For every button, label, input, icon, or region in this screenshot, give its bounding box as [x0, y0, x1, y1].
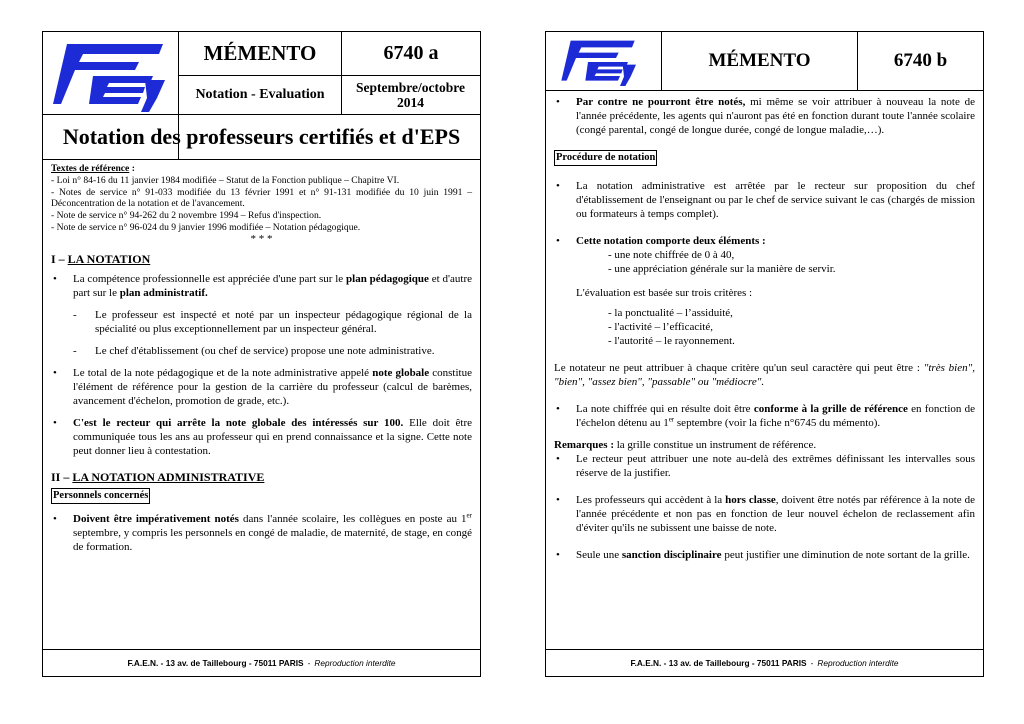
memento-label: MÉMENTO	[203, 41, 317, 65]
footer-notice: Reproduction interdite	[314, 658, 396, 668]
reference-item: - Loi n° 84-16 du 11 janvier 1984 modifiée – Statut de la Fonction publique – Chapitre VI.	[51, 174, 400, 186]
paragraph-notateur: Le notateur ne peut attribuer à chaque critère qu'un seul caractère qui peut être : "très bien", "bien", "assez bien", "passable" ou "médiocre".	[554, 362, 975, 388]
references-block: Textes de référence : - Loi n° 84-16 du 11 janvier 1984 modifiée – Statut de la Fonction publique – Chapitre VI. - Notes de service n° 91-033 modifiée du 13 février 1991 et n° 91-131 modifiée du 10 juin 1991 – Déconcentration de la notation et de l'avancement. - Note de service n° 94-262 du 2 novembre 1994 – Refus d'inspection. - Note de service n° 96-024 du 9 janvier 1996 modifiée – Notation pédagogique. * * *	[51, 163, 472, 245]
references-heading: Textes de référence	[51, 163, 130, 174]
bullet-hors-classe: • Les professeurs qui accèdent à la hors classe, doivent être notés par référence à la note de l'année précédente et non pas en fonction de leur nouvel échelon de reclassement afin d'éviter qu'ils ne subissent une baisse de note.	[554, 493, 975, 535]
footer-separator: -	[307, 658, 311, 668]
criterion-autorite: - l'autorité – le rayonnement.	[608, 335, 735, 347]
page-a-footer	[43, 649, 480, 676]
faen-logo-icon	[556, 38, 644, 86]
page-b-body	[554, 95, 975, 562]
section-2-heading: II – LA NOTATION ADMINISTRATIVE	[51, 469, 265, 484]
separator-stars: * * *	[250, 232, 273, 245]
page-a-body	[51, 163, 472, 554]
personnels-concernes-box: Personnels concernés	[51, 488, 150, 504]
footer-address: F.A.E.N. - 13 av. de Taillebourg - 75011 PARIS	[127, 658, 304, 668]
bullet-ne-pourront-etre-notes: • Par contre ne pourront être notés, mi même se voir attribuer à nouveau la note de l'année précédente, les agents qui n'auront pas été en fonction durant toute l'année scolaire (congé parental, congé de longue durée, congé de longue maladie,…).	[554, 95, 975, 137]
criteria-intro: L'évaluation est basée sur trois critères :	[576, 287, 753, 299]
dash-inspecteur: - Le professeur est inspecté et noté par un inspecteur pédagogique régional de la spécialité ou plus exceptionnellement par un inspecteur général.	[51, 308, 472, 336]
procedure-notation-box: Procédure de notation	[554, 150, 657, 166]
memento-number: 6740 b	[893, 50, 948, 71]
bullet-recteur: • C'est le recteur qui arrête la note globale des intéressés sur 100. Elle doit être communiquée tous les ans au professeur qui en prend connaissance et la signe. Cette note peut donner lieu à contestation.	[51, 416, 472, 458]
page-b-header	[546, 32, 983, 91]
footer-address: F.A.E.N. - 13 av. de Taillebourg - 75011 PARIS	[630, 658, 807, 668]
criterion-activite: - l'activité – l’efficacité,	[608, 321, 713, 333]
memento-page-a	[42, 31, 481, 677]
page-title: Notation des professeurs certifiés et d'EPS	[62, 124, 461, 149]
bullet-deux-elements: • Cette notation comporte deux éléments :	[554, 234, 975, 248]
remarques: Remarques : la grille constitue un instrument de référence.	[554, 439, 817, 451]
faen-logo-icon	[53, 40, 169, 112]
reference-item: - Notes de service n° 91-033 modifiée du 13 février 1991 et n° 91-131 modifiée du 10 juin 1991 – Déconcentration de la notation et de l'avancement.	[51, 186, 472, 210]
dash-chef: - Le chef d'établissement (ou chef de service) propose une note administrative.	[51, 344, 472, 358]
bullet-recteur-note: • Le recteur peut attribuer une note au-delà des extrêmes définissant les intervalles sous réserve de la justifier.	[554, 452, 975, 480]
page-a-header	[43, 32, 480, 160]
reference-item: - Note de service n° 96-024 du 9 janvier 1996 modifiée – Notation pédagogique.	[51, 221, 361, 233]
memento-date: Septembre/octobre 2014	[356, 80, 465, 110]
bullet-notation-arretee: • La notation administrative est arrêtée par le recteur sur proposition du chef d'établissement de l'enseignant ou par le chef de service suivant le cas (chargés de mission ou formateurs à temps complet).	[554, 179, 975, 221]
memento-subtitle: Notation - Evaluation	[195, 87, 325, 102]
bullet-grille-reference: • La note chiffrée qui en résulte doit être conforme à la grille de référence en fonction de l'échelon détenu au 1er septembre (voir la fiche n°6745 du mémento).	[554, 402, 975, 430]
section-1-heading: I – LA NOTATION	[51, 251, 151, 266]
footer-separator: -	[810, 658, 814, 668]
reference-item: - Note de service n° 94-262 du 2 novembre 1994 – Refus d'inspection.	[51, 210, 322, 222]
memento-number: 6740 a	[383, 42, 439, 64]
criterion-ponctualite: - la ponctualité – l’assiduité,	[608, 307, 733, 319]
element-appreciation: - une appréciation générale sur la manière de servir.	[608, 263, 836, 275]
memento-page-b	[545, 31, 984, 677]
bullet-competence: • La compétence professionnelle est appréciée d'une part sur le plan pédagogique et d'autre part sur le plan administratif.	[51, 272, 472, 300]
element-note-chiffree: - une note chiffrée de 0 à 40,	[608, 249, 735, 261]
bullet-note-globale: • Le total de la note pédagogique et de la note administrative appelé note globale constitue l'élément de référence pour la gestion de la carrière du professeur (calcul de barèmes, avancement d'échelon, promotion de grade, etc.).	[51, 366, 472, 408]
footer-notice: Reproduction interdite	[817, 658, 899, 668]
page-b-footer	[546, 649, 983, 676]
bullet-doivent-etre-notes: • Doivent être impérativement notés dans l'année scolaire, les collègues en poste au 1er septembre, y compris les personnels en congé de maladie, de maternité, de stage, en congé de formation.	[51, 512, 472, 554]
bullet-sanction: • Seule une sanction disciplinaire peut justifier une diminution de note sortant de la grille.	[554, 548, 975, 562]
memento-label: MÉMENTO	[708, 50, 811, 71]
